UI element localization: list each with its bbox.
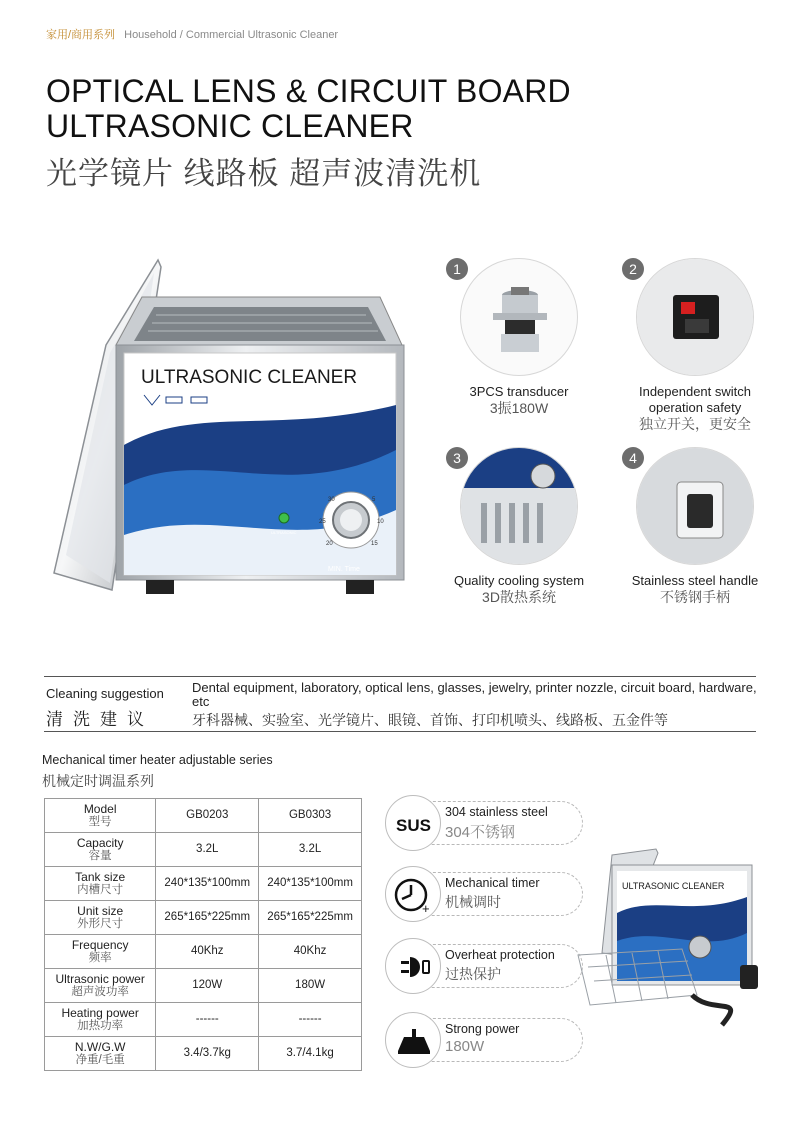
- feature-label-en: 3PCS transducer: [469, 384, 569, 399]
- spec-value-model-1: 3.2L: [156, 833, 259, 867]
- spec-label-en: Capacity: [76, 835, 124, 850]
- breadcrumb: [46, 26, 338, 42]
- spec-label-cn: 内槽尺寸: [77, 883, 124, 896]
- feature-label-cn: 3D散热系统: [482, 589, 556, 605]
- highlight-label-cn: 304不锈钢: [445, 824, 516, 841]
- suggestion-text-cn: 牙科器械、实验室、光学镜片、眼镜、首饰、打印机喷头、线路板、五金件等: [192, 712, 668, 728]
- dial-mark-20: 20: [326, 541, 333, 547]
- feature-label-en: Stainless steel handle: [631, 573, 759, 588]
- spec-value-model-2: 180W: [259, 969, 362, 1003]
- timer-label: MIN. Time: [328, 566, 360, 573]
- spec-label-en: Frequency: [71, 937, 129, 952]
- feature-number: 3: [446, 447, 468, 469]
- spec-label-en: N.W/G.W: [74, 1039, 126, 1054]
- feature-label-en: Quality cooling system: [453, 573, 585, 588]
- page-title: [46, 74, 571, 144]
- spec-label-en: Tank size: [75, 869, 126, 884]
- table-row: [45, 799, 362, 833]
- spec-table: [44, 798, 362, 1071]
- feature-label-en-1: Independent switch: [638, 384, 752, 399]
- spec-value-model-1: 240*135*100mm: [156, 867, 259, 901]
- feature-transducer: [434, 258, 604, 417]
- highlight-label-en: 304 stainless steel: [445, 805, 548, 819]
- spec-label-cell: [45, 969, 156, 1003]
- handle-icon: [636, 447, 754, 565]
- feature-label-cn: 3振180W: [489, 400, 549, 416]
- highlight-label-en: Strong power: [445, 1022, 520, 1036]
- power-icon: [385, 1012, 441, 1068]
- sus-icon: [385, 795, 441, 851]
- series-title-en: Mechanical timer heater adjustable series: [42, 753, 273, 767]
- spec-label-cell: [45, 1003, 156, 1037]
- highlight-label-en: Mechanical timer: [445, 876, 540, 890]
- spec-value-model-2: 3.2L: [259, 833, 362, 867]
- table-row: [45, 969, 362, 1003]
- feature-label-cn: 独立开关，更安全: [639, 416, 751, 432]
- category-cn: 家用/商用系列: [46, 29, 116, 41]
- spec-label-cn: 加热功率: [77, 1019, 124, 1032]
- feature-switch: [610, 258, 780, 433]
- highlight-stainless: [385, 795, 575, 853]
- spec-value-model-1: 3.4/3.7kg: [156, 1037, 259, 1071]
- dial-mark-15: 15: [371, 541, 378, 547]
- spec-value-model-1: 120W: [156, 969, 259, 1003]
- feature-label-cn: 不锈钢手柄: [660, 589, 730, 605]
- dial-mark-25: 25: [319, 519, 326, 525]
- product-with-basket-image: [572, 845, 772, 1035]
- spec-label-cell: [45, 799, 156, 833]
- feature-cooling: [434, 447, 604, 606]
- spec-value-model-2: 265*165*225mm: [259, 901, 362, 935]
- suggestion-label-en: Cleaning suggestion: [46, 686, 164, 701]
- table-row: [45, 833, 362, 867]
- title-line-2: ULTRASONIC CLEANER: [46, 108, 414, 144]
- spec-value-model-1: 265*165*225mm: [156, 901, 259, 935]
- panel-label: ULTRASONIC CLEANER: [141, 367, 358, 388]
- spec-label-en: Ultrasonic power: [55, 971, 145, 986]
- spec-value-model-2: 40Khz: [259, 935, 362, 969]
- spec-label-cn: 净重/毛重: [75, 1053, 125, 1066]
- spec-label-cn: 容量: [88, 849, 112, 862]
- svg-text:+: +: [422, 901, 430, 916]
- dial-mark-30: 30: [328, 497, 335, 503]
- spec-label-cn: 外形尺寸: [77, 917, 124, 930]
- spec-value-model-2: GB0303: [259, 799, 362, 833]
- cooling-icon: [460, 447, 578, 565]
- highlight-timer: [385, 866, 575, 924]
- divider-top: [44, 676, 756, 677]
- spec-value-model-2: 240*135*100mm: [259, 867, 362, 901]
- spec-label-cell: [45, 833, 156, 867]
- product-image: [46, 255, 416, 600]
- divider-bottom: [44, 731, 756, 732]
- spec-value-model-1: ------: [156, 1003, 259, 1037]
- dial-mark-10: 10: [377, 519, 384, 525]
- spec-label-en: Model: [83, 801, 117, 816]
- title-line-1: OPTICAL LENS & CIRCUIT BOARD: [46, 73, 571, 109]
- dial-mark-5: 5: [372, 497, 376, 503]
- spec-label-cn: 型号: [88, 815, 112, 828]
- sus-icon-text: SUS: [396, 816, 431, 835]
- page-title-cn: 光学镜片 线路板 超声波清洗机: [46, 156, 482, 191]
- spec-value-model-2: 3.7/4.1kg: [259, 1037, 362, 1071]
- spec-label-en: Heating power: [61, 1005, 139, 1020]
- highlight-label-cn: 过热保护: [445, 966, 501, 982]
- indicator-label: ULTRASONIC: [271, 530, 297, 535]
- highlight-label-en: Overheat protection: [445, 948, 555, 962]
- table-row: [45, 867, 362, 901]
- feature-handle: [610, 447, 780, 606]
- spec-value-model-1: GB0203: [156, 799, 259, 833]
- category-en: Household / Commercial Ultrasonic Cleaner: [124, 29, 339, 41]
- spec-label-cell: [45, 1037, 156, 1071]
- spec-label-cn: 频率: [88, 951, 112, 964]
- highlight-label-cn: 机械调时: [445, 894, 501, 910]
- table-row: [45, 1037, 362, 1071]
- timer-icon: [385, 866, 441, 922]
- table-row: [45, 901, 362, 935]
- highlight-power: [385, 1012, 575, 1070]
- feature-number: 2: [622, 258, 644, 280]
- table-row: [45, 1003, 362, 1037]
- transducer-icon: [460, 258, 578, 376]
- feature-number: 4: [622, 447, 644, 469]
- spec-value-model-2: ------: [259, 1003, 362, 1037]
- suggestion-text-en: Dental equipment, laboratory, optical lens, glasses, jewelry, printer nozzle, circuit board, hardware, etc: [192, 680, 757, 709]
- spec-value-model-1: 40Khz: [156, 935, 259, 969]
- table-row: [45, 935, 362, 969]
- suggestion-label-cn: 清洗建议: [46, 710, 154, 729]
- series-title-cn: 机械定时调温系列: [42, 773, 154, 789]
- highlight-label-cn: 180W: [445, 1038, 485, 1055]
- spec-label-cell: [45, 935, 156, 969]
- spec-label-cn: 超声波功率: [71, 985, 129, 998]
- switch-icon: [636, 258, 754, 376]
- highlight-overheat: [385, 938, 575, 996]
- feature-label-en-2: operation safety: [648, 400, 742, 415]
- spec-label-cell: [45, 901, 156, 935]
- feature-number: 1: [446, 258, 468, 280]
- spec-label-en: Unit size: [77, 903, 124, 918]
- spec-label-cell: [45, 867, 156, 901]
- small-panel-label: ULTRASONIC CLEANER: [622, 881, 725, 891]
- overheat-plug-icon: [385, 938, 441, 994]
